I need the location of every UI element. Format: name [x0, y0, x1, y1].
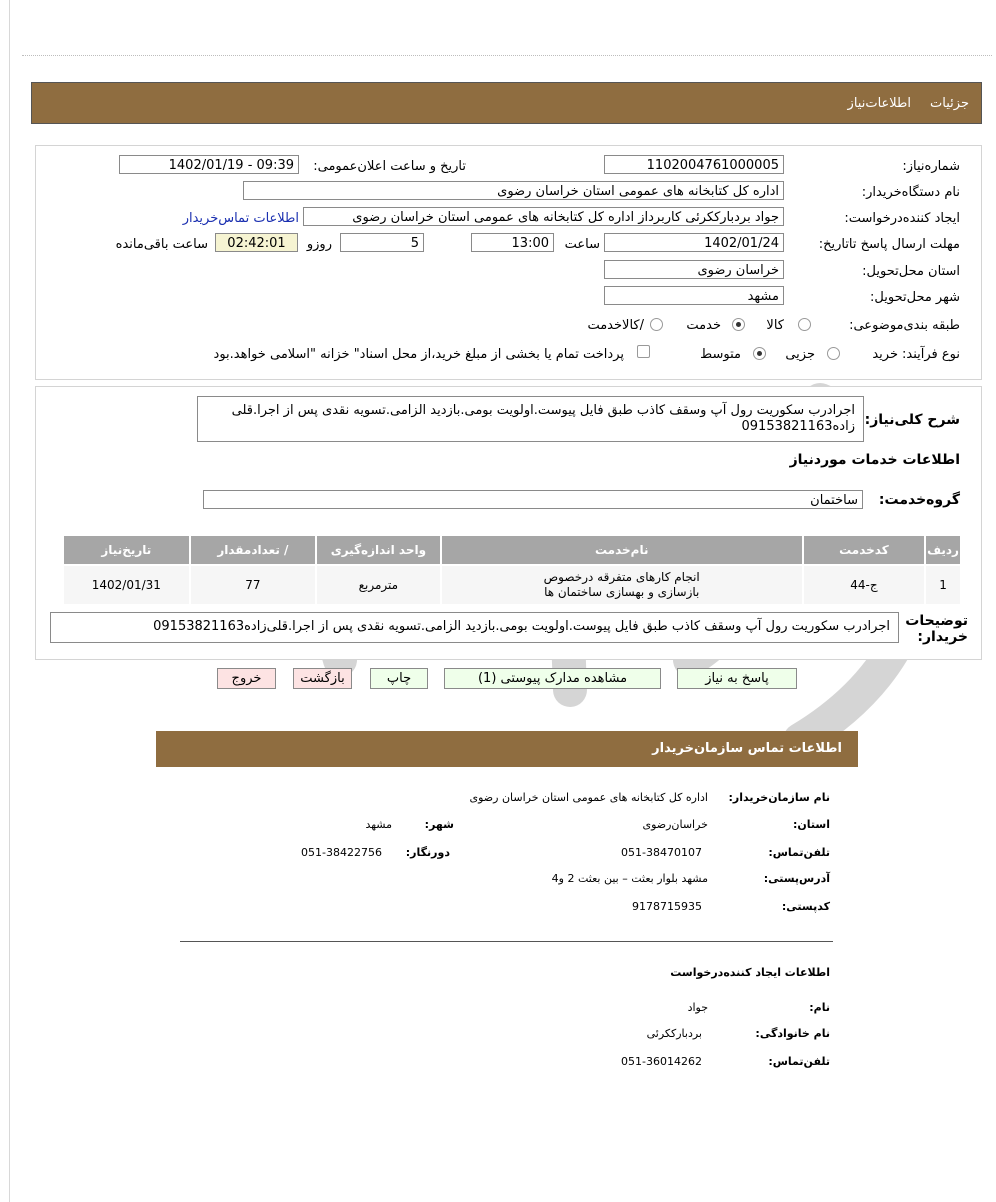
- city-field: مشهد: [604, 286, 784, 305]
- table-row: [63, 565, 961, 605]
- col-date-header: تاریخ‌نیاز: [63, 535, 190, 565]
- address-value: مشهد بلوار بعثت – بین بعثت 2 و4: [551, 872, 708, 885]
- cell-name: انجام کارهای متفرقه درخصوص بازسازی و بهسازی ساختمان ها: [441, 565, 803, 605]
- contact-city-value: مشهد: [365, 818, 392, 831]
- contact-phone-value: 051-38470107: [621, 846, 702, 859]
- process-medium-label: متوسط: [700, 347, 741, 362]
- col-code-header: کدخدمت: [803, 535, 925, 565]
- contact-title: اطلاعات تماس سازمان‌خریدار: [652, 741, 842, 756]
- postal-code-label: کد‌پستی:: [781, 900, 830, 913]
- service-group-field: ساختمان: [203, 490, 863, 509]
- header-bar: [31, 82, 982, 124]
- fax-value: 051-38422756: [301, 846, 382, 859]
- category-goods-service-label: /کالاخدمت: [587, 318, 644, 333]
- creator-name-label: نام:: [809, 1001, 830, 1014]
- general-description-label: شرح کلی‌نیاز:: [864, 412, 960, 428]
- deadline-date-field: 1402/01/24: [604, 233, 784, 252]
- contact-divider: [180, 941, 833, 942]
- process-minor-radio[interactable]: [827, 347, 840, 360]
- buyer-label: نام دستگاه‌خریدار:: [861, 185, 960, 200]
- need-number-label: شماره‌نیاز:: [902, 159, 960, 174]
- org-value: اداره کل کتابخانه های عمومی استان خراسان رضوی: [469, 791, 708, 804]
- remaining-label: ساعت باقی‌مانده: [115, 237, 208, 252]
- view-attachments-button[interactable]: مشاهده مدارک پیوستی (1): [444, 668, 661, 689]
- remaining-time-field: 02:42:01: [215, 233, 298, 252]
- need-number-field: 1102004761000005: [604, 155, 784, 174]
- buyer-field: اداره کل کتابخانه های عمومی استان خراسان رضوی: [243, 181, 784, 200]
- print-button[interactable]: چاپ: [370, 668, 428, 689]
- deadline-time-field: 13:00: [471, 233, 554, 252]
- cell-code: ج-44: [803, 565, 925, 605]
- announce-field: 1402/01/19 - 09:39: [119, 155, 299, 174]
- days-field: 5: [340, 233, 424, 252]
- creator-family-value: بردبارککرئی: [646, 1027, 702, 1040]
- address-label: آدرس‌پستی:: [763, 872, 830, 885]
- services-table: [62, 534, 962, 606]
- days-label: روزو: [306, 237, 332, 252]
- col-row-header: ردیف: [925, 535, 961, 565]
- deadline-time-label: ساعت: [564, 237, 600, 252]
- creator-phone-value: 051-36014262: [621, 1055, 702, 1068]
- category-service-label: خدمت: [686, 318, 721, 333]
- treasury-payment-checkbox[interactable]: [637, 345, 650, 358]
- creator-phone-label: تلفن‌تماس:: [768, 1055, 830, 1068]
- cell-row: 1: [925, 565, 961, 605]
- buyer-notes-label: توضیحات خریدار:: [905, 613, 968, 645]
- process-label: نوع فرآیند:: [902, 347, 960, 362]
- contact-province-label: استان:: [793, 818, 830, 831]
- announce-label: تاریخ و ساعت اعلان‌عمومی:: [313, 159, 466, 174]
- table-header-row: [63, 535, 961, 565]
- category-goods-label: کالا: [766, 318, 784, 333]
- cell-qty: 77: [190, 565, 316, 605]
- tab-details[interactable]: جزئیات: [930, 96, 969, 111]
- top-divider: [22, 55, 992, 56]
- reply-to-need-button[interactable]: پاسخ به نیاز: [677, 668, 797, 689]
- creator-label: ایجاد کننده‌درخواست:: [844, 211, 960, 226]
- back-button[interactable]: بازگشت: [293, 668, 352, 689]
- province-field: خراسان رضوی: [604, 260, 784, 279]
- general-description-field: اجرادرب سکوریت رول آپ وسقف کاذب طبق فایل پیوست.اولویت بومی.بازدید الزامی.تسویه نقدی پس از اجرا.قلی زاده09153821163: [197, 396, 864, 442]
- contact-province-value: خراسان‌رضوی: [642, 818, 708, 831]
- creator-field: جواد بردبارککرئی کاربرداز اداره کل کتابخانه های عمومی استان خراسان رضوی: [303, 207, 784, 226]
- category-goods-radio[interactable]: [798, 318, 811, 331]
- province-label: استان محل‌تحویل:: [862, 264, 960, 279]
- exit-button[interactable]: خروج: [217, 668, 276, 689]
- cell-date: 1402/01/31: [63, 565, 190, 605]
- category-label: طبقه بندی‌موضوعی:: [849, 318, 960, 333]
- org-label: نام سازمان‌خریدار:: [728, 791, 830, 804]
- process-buy-label: خرید: [872, 347, 898, 362]
- page-left-border: [9, 0, 10, 1202]
- category-service-radio[interactable]: [732, 318, 745, 331]
- treasury-payment-label: پرداخت تمام یا بخشی از مبلغ خرید،از محل اسناد" خزانه "اسلامی خواهد.بود: [213, 347, 624, 362]
- creator-info-title: اطلاعات ایجاد کننده‌درخواست: [670, 966, 830, 979]
- services-info-title: اطلاعات خدمات موردنیاز: [789, 452, 960, 468]
- service-group-label: گروه‌خدمت:: [878, 492, 960, 508]
- cell-unit: مترمربع: [316, 565, 441, 605]
- creator-name-value: جواد: [687, 1001, 708, 1014]
- col-name-header: نام‌خدمت: [441, 535, 803, 565]
- tab-need-info[interactable]: اطلاعات‌نیاز: [847, 96, 911, 111]
- process-medium-radio[interactable]: [753, 347, 766, 360]
- category-goods-service-radio[interactable]: [650, 318, 663, 331]
- buyer-notes-field: اجرادرب سکوریت رول آپ وسقف کاذب طبق فایل پیوست.اولویت بومی.بازدید الزامی.تسویه نقدی پس از اجرا.قلی‌زاده09153821163: [50, 612, 899, 643]
- contact-phone-label: تلفن‌تماس:: [768, 846, 830, 859]
- contact-header-bar: [156, 731, 858, 767]
- postal-code-value: 9178715935: [632, 900, 702, 913]
- city-label: شهر محل‌تحویل:: [870, 290, 960, 305]
- col-unit-header: واحد اندازه‌گیری: [316, 535, 441, 565]
- buyer-contact-link[interactable]: اطلاعات تماس‌خریدار: [182, 211, 299, 226]
- contact-city-label: شهر:: [424, 818, 454, 831]
- creator-family-label: نام خانوادگی:: [755, 1027, 830, 1040]
- deadline-label: مهلت ارسال پاسخ تا‌تاریخ:: [818, 237, 960, 252]
- fax-label: دورنگار:: [405, 846, 450, 859]
- col-qty-header: / تعدادمقدار: [190, 535, 316, 565]
- process-minor-label: جزیی: [785, 347, 815, 362]
